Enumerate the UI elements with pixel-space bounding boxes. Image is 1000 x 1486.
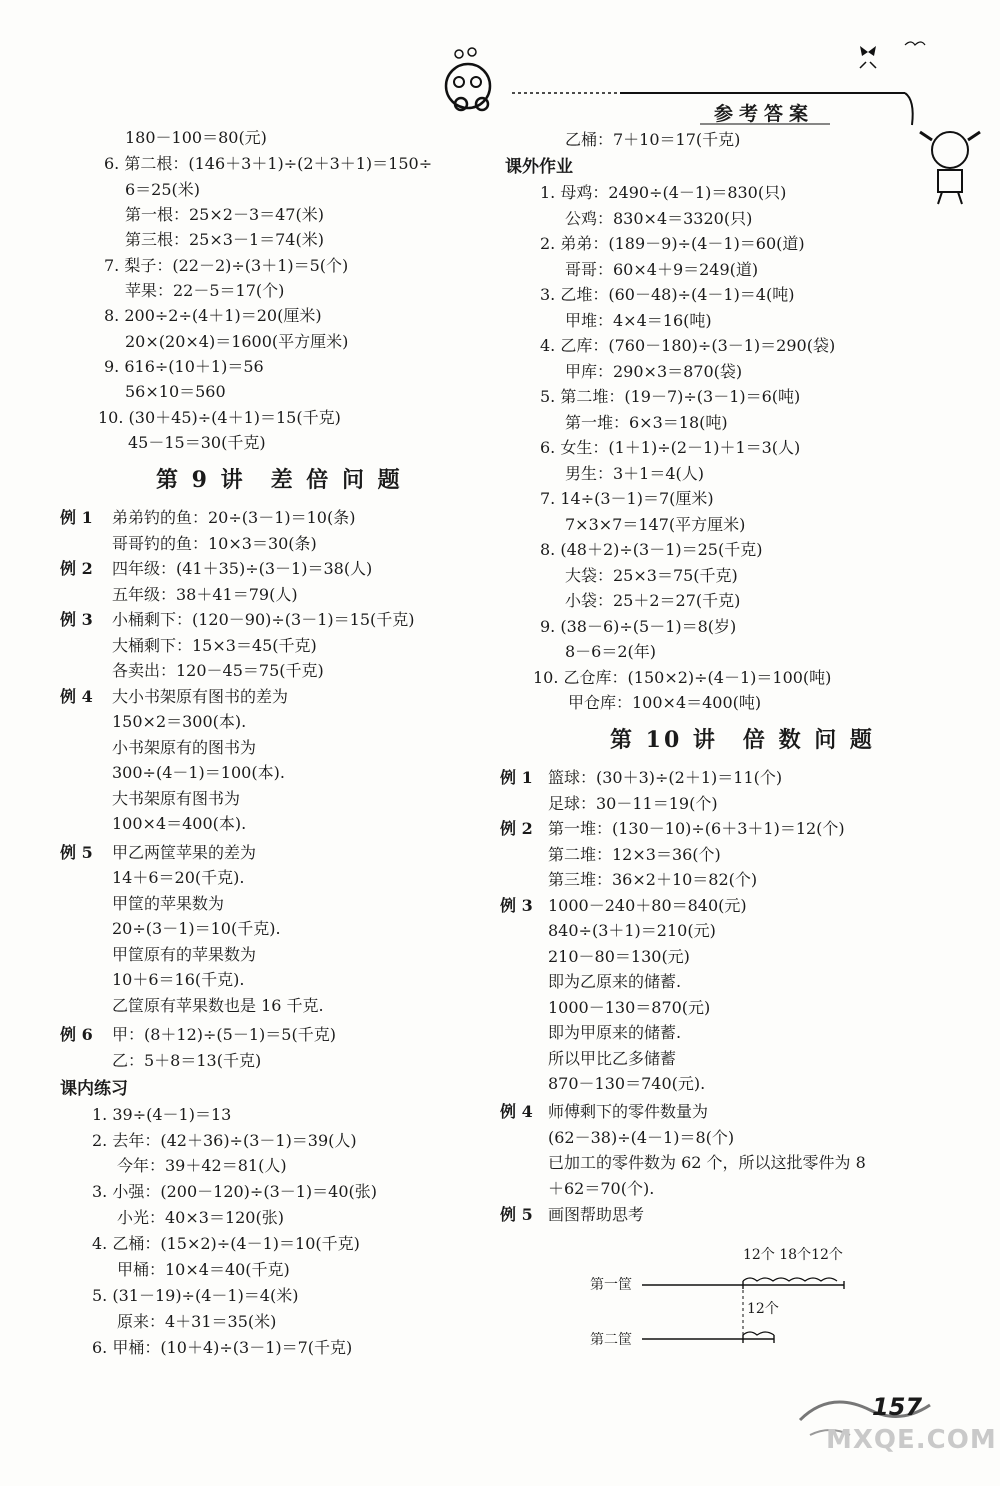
example-tag: 例 1 [60, 508, 93, 527]
text-line: 6. 第二根：(146＋3＋1)÷(2＋3＋1)＝150÷ [104, 154, 433, 173]
text-line: 6＝25(米) [125, 180, 201, 199]
lecture-title: 第 9 讲 差 倍 问 题 [156, 467, 403, 493]
watermark: MXQE.COM [826, 1425, 997, 1455]
text-line: 2. 弟弟：(189－9)÷(4－1)＝60(道) [540, 234, 805, 253]
section-title: 课外作业 [505, 157, 573, 177]
text-line: 甲堆：4×4＝16(吨) [565, 311, 712, 330]
text-line: 小桶剩下：(120－90)÷(3－1)＝15(千克) [112, 610, 415, 629]
text-line: 篮球：(30＋3)÷(2＋1)＝11(个) [548, 768, 783, 787]
text-line: 2. 去年：(42＋36)÷(3－1)＝39(人) [92, 1131, 357, 1150]
text-line: 1. 39÷(4－1)＝13 [92, 1105, 232, 1124]
text-line: 8. 200÷2÷(4＋1)＝20(厘米) [104, 306, 322, 325]
text-line: 甲：(8＋12)÷(5－1)＝5(千克) [112, 1025, 336, 1044]
text-line: 第一堆：6×3＝18(吨) [565, 413, 728, 432]
example-tag: 例 3 [500, 896, 533, 915]
text-line: 师傅剩下的零件数量为 [548, 1102, 709, 1121]
text-line: 180－100＝80(元) [125, 128, 267, 147]
text-line: 乙桶：7＋10＝17(千克) [565, 130, 741, 149]
text-line: 9. 616÷(10＋1)＝56 [104, 357, 264, 376]
diagram-top-label: 12个 18个12个 [743, 1247, 843, 1263]
text-line: 苹果：22－5＝17(个) [125, 281, 285, 300]
text-line: 20×(20×4)＝1600(平方厘米) [125, 332, 349, 351]
text-line: 大袋：25×3＝75(千克) [565, 566, 738, 585]
text-line: 20÷(3－1)＝10(千克). [112, 919, 281, 938]
text-line: 甲库：290×3＝870(袋) [565, 362, 743, 381]
text-line: 3. 小强：(200－120)÷(3－1)＝40(张) [92, 1182, 378, 1201]
text-line: 大书架原有图书为 [112, 789, 241, 808]
text-line: 乙：5＋8＝13(千克) [112, 1051, 262, 1070]
example-tag: 例 1 [500, 768, 533, 787]
text-line: 100×4＝400(本). [112, 814, 247, 833]
text-line: 已加工的零件数为 62 个，所以这批零件为 8 [548, 1153, 866, 1172]
text-line: 四年级：(41＋35)÷(3－1)＝38(人) [112, 559, 373, 578]
text-line: 足球：30－11＝19(个) [548, 794, 718, 813]
section-title: 课内练习 [60, 1079, 128, 1099]
text-line: 甲筐的苹果数为 [112, 894, 225, 913]
text-line: 6. 女生：(1＋1)÷(2－1)＋1＝3(人) [540, 438, 801, 457]
text-line: 弟弟钓的鱼：20÷(3－1)＝10(条) [112, 508, 356, 527]
text-line: 画图帮助思考 [548, 1205, 645, 1224]
example-tag: 例 5 [500, 1205, 533, 1224]
text-line: 870－130＝740(元). [548, 1074, 706, 1093]
text-line: 小书架原有的图书为 [112, 738, 257, 757]
text-line: 原来：4＋31＝35(米) [117, 1312, 277, 1331]
text-line: 9. (38－6)÷(5－1)＝8(岁) [540, 617, 737, 636]
text-line: 大桶剩下：15×3＝45(千克) [112, 636, 317, 655]
text-line: 小袋：25＋2＝27(千克) [565, 591, 741, 610]
text-line: (62－38)÷(4－1)＝8(个) [548, 1128, 735, 1147]
text-line: 14＋6＝20(千克). [112, 868, 245, 887]
text-line: 第一堆：(130－10)÷(6＋3＋1)＝12(个) [548, 819, 845, 838]
text-line: 1000－240＋80＝840(元) [548, 896, 747, 915]
diagram-row1-label: 第一筐 [590, 1277, 632, 1293]
diagram-mid-label: 12个 [747, 1301, 779, 1317]
text-line: 6. 甲桶：(10＋4)÷(3－1)＝7(千克) [92, 1338, 353, 1357]
text-line: 5. (31－19)÷(4－1)＝4(米) [92, 1286, 299, 1305]
text-line: 各卖出：120－45＝75(千克) [112, 661, 324, 680]
text-line: 8. (48＋2)÷(3－1)＝25(千克) [540, 540, 763, 559]
text-line: 乙筐原有苹果数也是 16 千克. [112, 996, 324, 1015]
text-line: 甲仓库：100×4＝400(吨) [568, 693, 762, 712]
page-number: 157 [872, 1393, 923, 1421]
text-line: 第三堆：36×2＋10＝82(个) [548, 870, 758, 889]
text-line: 45－15＝30(千克) [128, 433, 266, 452]
cartoon-face-icon [446, 48, 490, 110]
text-line: 哥哥钓的鱼：10×3＝30(条) [112, 534, 317, 553]
text-line: 甲桶：10×4＝40(千克) [117, 1260, 290, 1279]
text-line: 公鸡：830×4＝3320(只) [565, 209, 753, 228]
example-tag: 例 4 [500, 1102, 533, 1121]
text-line: 所以甲比乙多储蓄 [548, 1049, 677, 1068]
example-tag: 例 5 [60, 843, 93, 862]
text-line: 即为乙原来的储蓄. [548, 972, 682, 991]
text-line: 男生：3＋1＝4(人) [565, 464, 705, 483]
lecture-title: 第 10 讲 倍 数 问 题 [610, 727, 875, 753]
text-line: 1. 母鸡：2490÷(4－1)＝830(只) [540, 183, 787, 202]
text-line: 210－80＝130(元) [548, 947, 690, 966]
diagram-row2-label: 第二筐 [590, 1332, 632, 1348]
text-line: 甲筐原有的苹果数为 [112, 945, 257, 964]
text-line: 今年：39＋42＝81(人) [117, 1156, 287, 1175]
text-line: 7. 14÷(3－1)＝7(厘米) [540, 489, 714, 508]
text-line: 8－6＝2(年) [565, 642, 657, 661]
text-line: 4. 乙桶：(15×2)÷(4－1)＝10(千克) [92, 1234, 360, 1253]
text-line: 甲乙两筐苹果的差为 [112, 843, 257, 862]
text-line: ＋62＝70(个). [548, 1179, 655, 1198]
example-tag: 例 4 [60, 687, 93, 706]
girl-illustration-icon [905, 42, 980, 204]
example-tag: 例 2 [60, 559, 93, 578]
segment-diagram [630, 1260, 870, 1350]
text-line: 150×2＝300(本). [112, 712, 247, 731]
text-line: 大小书架原有图书的差为 [112, 687, 289, 706]
text-line: 10＋6＝16(千克). [112, 970, 245, 989]
text-line: 第三根：25×3－1＝74(米) [125, 230, 324, 249]
text-line: 5. 第二堆：(19－7)÷(3－1)＝6(吨) [540, 387, 801, 406]
header-title: 参考答案 [714, 103, 815, 125]
text-line: 10. (30＋45)÷(4＋1)＝15(千克) [98, 408, 341, 427]
example-tag: 例 6 [60, 1025, 93, 1044]
example-tag: 例 3 [60, 610, 93, 629]
text-line: 4. 乙库：(760－180)÷(3－1)＝290(袋) [540, 336, 836, 355]
butterfly-icon [860, 46, 876, 68]
text-line: 7. 梨子：(22－2)÷(3＋1)＝5(个) [104, 256, 349, 275]
text-line: 7×3×7＝147(平方厘米) [565, 515, 746, 534]
text-line: 即为甲原来的储蓄. [548, 1023, 682, 1042]
text-line: 五年级：38＋41＝79(人) [112, 585, 298, 604]
text-line: 哥哥：60×4＋9＝249(道) [565, 260, 759, 279]
text-line: 第二堆：12×3＝36(个) [548, 845, 721, 864]
text-line: 第一根：25×2－3＝47(米) [125, 205, 324, 224]
text-line: 3. 乙堆：(60－48)÷(4－1)＝4(吨) [540, 285, 795, 304]
text-line: 1000－130＝870(元) [548, 998, 711, 1017]
text-line: 小光：40×3＝120(张) [117, 1208, 284, 1227]
text-line: 56×10＝560 [125, 382, 226, 401]
example-tag: 例 2 [500, 819, 533, 838]
text-line: 10. 乙仓库：(150×2)÷(4－1)＝100(吨) [533, 668, 832, 687]
text-line: 300÷(4－1)＝100(本). [112, 763, 285, 782]
text-line: 840÷(3＋1)＝210(元) [548, 921, 716, 940]
